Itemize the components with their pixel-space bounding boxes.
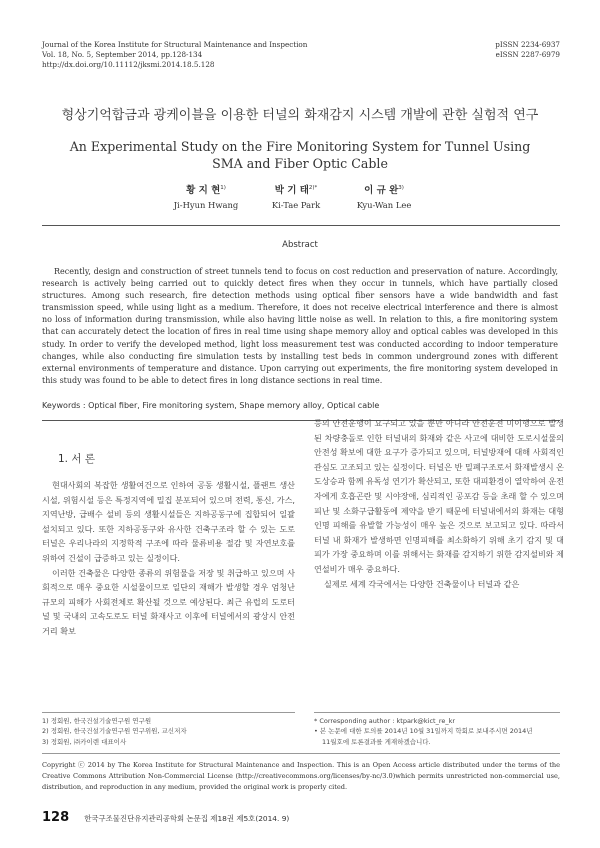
paragraph: 현대사회의 복잡한 생활여건으로 인하여 공동 생활시설, 플랜트 생산시설, 위험시설 등은 특정지역에 밀집 분포되어 있으며 전력, 통신, 가스, 지역난방, 급배수 설비 등의 생활시설들은 지하공동구에 집합되어 일괄 설치되고 있다. 또한 지하공동구와 유사한 건축구조라 할 수 있는 도로 터널은 우리나라의 지정학적 구조에 따라 물류비용 절감 및 자연보호를 위하여 건설이 급증하고 있는 실정이다. [42,480,295,563]
copyright-notice: Copyright ⓒ 2014 by The Korea Institute for Structural Maintenance and Inspection. This is an Open Access article distributed under the terms of the Creative Commons Attribution Non-Commercial License (http://creativecommons.org/licenses/by-nc/3.0)which permits unrestricted non-commercial use, distribution, and reproduction in any medium, provided the original work is properly cited. [42,761,560,791]
footnote: • 본 논문에 대한 토의를 2014년 10월 31일까지 학회로 보내주시면 2014년 [314,727,533,736]
footnote: 11월호에 토론결과를 게재하겠습니다. [322,737,431,746]
author-3 [314,182,454,210]
title-english: An Experimental Study on the Fire Monitoring System for Tunnel Using SMA and Fiber Optic Cable [69,139,531,171]
keywords: Keywords : Optical fiber, Fire monitoring system, Shape memory alloy, Optical cable [42,401,380,410]
abstract-heading: Abstract [282,240,318,250]
left-column [42,478,295,639]
abstract-top-rule [42,225,560,226]
author-3-en: Kyu-Wan Lee [356,200,412,210]
abstract-body: Recently, design and construction of street tunnels tend to focus on cost reduction and preservation of nature. Accordingly, research is actively being carried out to quickly detect fires when they occur in tunnels, which have partially closed structures. Among such research, fire detection methods using optical fiber sensors have a wide bandwidth and fast transmission speed, while using light as a medium. Therefore, it does not receive electrical interference and there is almost no loss of information during transmission, while also having little noise as well. In relation to this, a fire monitoring system that can accurately detect the location of fires in real time using shape memory alloy and optical cables was developed in this study. In order to verify the developed method, light loss measurement test was conducted according to indoor temperature changes, while also conducting fire simulation tests by installing test beds in common underground zones with different external environments of temperature and distance. Upon carrying out experiments, the fire monitoring system developed in this study was found to be able to detect fires in long distance sections in real time. [42,267,558,385]
copyright-rule [42,753,560,754]
journal-name: Journal of the Korea Institute for Structural Maintenance and Inspection [42,40,308,49]
author-2-ko: 박 기 태 [274,185,309,196]
footer-journal: 한국구조물진단유지관리공학회 논문집 제18권 제5호(2014. 9) [84,814,290,823]
author-2-sup: 2)* [308,184,318,191]
author-3-sup: 3) [398,184,404,191]
journal-volume: Vol. 18, No. 5, September 2014, pp.128-134 [42,50,203,59]
footnotes-right [314,716,564,747]
issn-block [495,40,560,60]
eissn: eISSN 2287-6979 [495,50,560,59]
footnote: * Corresponding author : ktpark@kict_re_kr [314,717,456,725]
author-1-sup: 1) [220,184,226,191]
footnote: 2) 정회원, 한국건설기술연구원 연구위원, 교신저자 [42,727,187,736]
right-column [314,416,564,591]
footnotes-left [42,716,295,747]
footnote: 3) 정회원, ㈜카이렌 대표이사 [42,737,127,746]
author-2-en: Ki-Tae Park [271,200,321,210]
section-heading-intro: 1. 서 론 [58,453,95,465]
paragraph: 이러한 건축물은 다양한 종류의 위험물을 저장 및 취급하고 있으며 사회적으로 매우 중요한 시설물이므로 일단의 재해가 발생할 경우 엄청난 규모의 피해가 사회전체로 확산될 것으로 예상된다. 최근 유럽의 도로터널 및 국내의 고속도로도 터널 화재사고 이후에 터널에서의 광상시 안전거리 확보 [42,567,295,636]
paragraph: 등의 안전운행이 요구되고 있을 뿐만 아니라 안전운전 미이행으로 발생된 차량충돌로 인한 터널내의 화재와 같은 사고에 대비한 도로시설물의 안전성 확보에 대한 요구가 증가되고 있으며, 터널방재에 대해 사회적인 관심도 고조되고 있는 실정이다. 터널은 반 밀폐구조로서 화재발생시 온도상승과 함께 유독성 연기가 확산되고, 또한 대피환경이 열악하여 운전자에게 호흡곤란 및 시야장애, 심리적인 공포감 등을 초래 할 수 있으며 피난 및 소화구급활동에 제약을 받기 때문에 터널내에서의 화재는 대형 인명 피해를 유발할 가능성이 매우 높은 것으로 보고되고 있다. 따라서 터널 내 화재가 발생하면 인명피해를 최소화하기 위해 초기 감지 및 대피가 가장 중요하며 이를 위해서는 화재를 감지하기 위한 감지설비와 제연설비가 매우 중요하다. [314,418,564,574]
journal-header [42,40,307,70]
footnote-rule-left [42,712,295,713]
title-korean: 형상기억합금과 광케이블을 이용한 터널의 화재감지 시스템 개발에 관한 실험적 연구 [61,108,539,123]
page-footer [42,806,289,825]
doi-link[interactable]: http://dx.doi.org/10.11112/jksmi.2014.18.5.128 [42,60,215,69]
paragraph: 실제로 세계 각국에서는 다양한 건축물이나 터널과 같은 [324,578,520,589]
footnote: 1) 정회원, 한국건설기술연구원 연구원 [42,717,152,725]
page-number: 128 [42,810,70,825]
author-1-en: Ji-Hyun Hwang [173,200,239,210]
pissn: pISSN 2234-6937 [495,40,560,49]
author-3-ko: 이 규 완 [364,185,399,196]
footnote-rule-right [314,712,560,713]
author-1-ko: 황 지 현 [186,185,221,196]
